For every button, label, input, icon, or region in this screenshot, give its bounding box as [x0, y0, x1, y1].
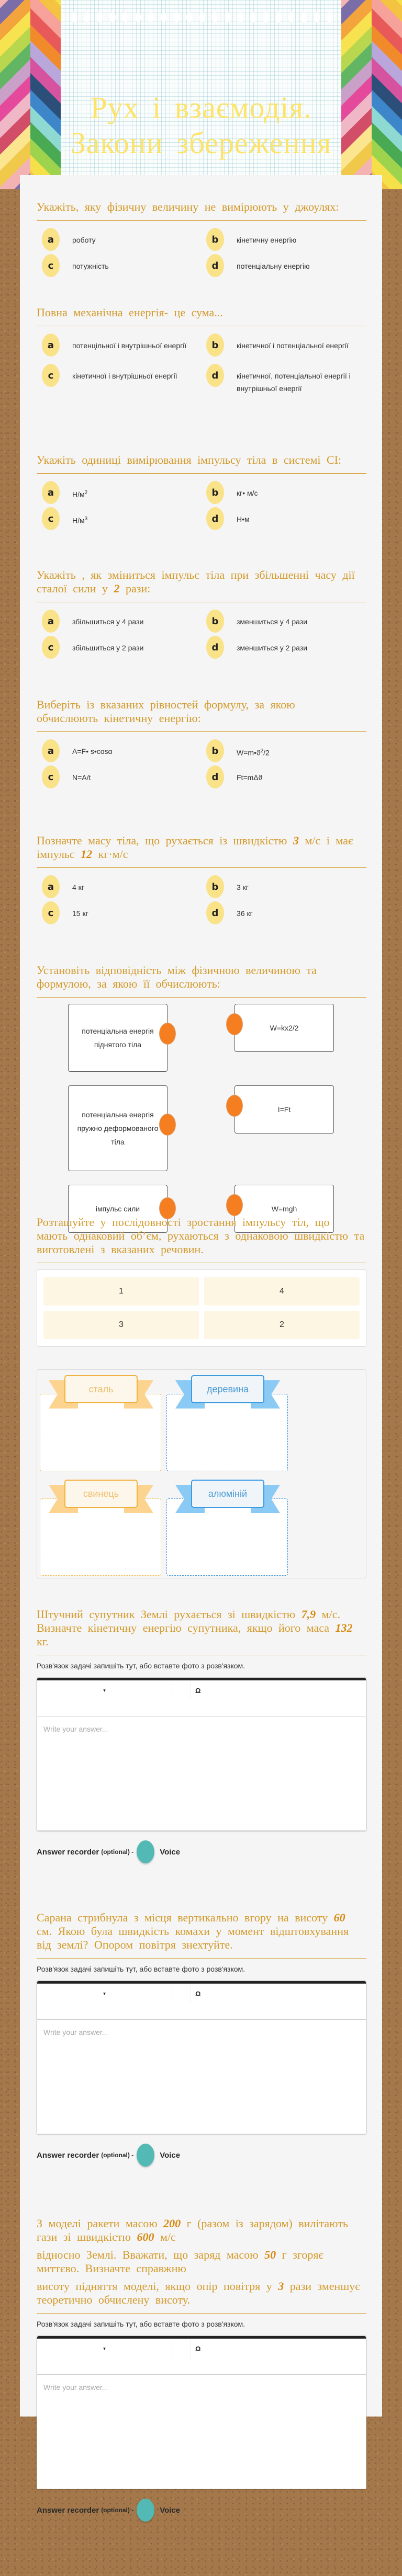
question-title: Укажіть , як зміниться імпульс тіла при збільшенні часу дії сталої сили у 2 рази:: [37, 568, 366, 602]
question-2: [37, 306, 366, 395]
question-title: Установіть відповідність між фізичною величиною та формулою, за якою її обчислюють:: [37, 964, 366, 998]
option-text: потенцільної і внутрішньої енергії: [72, 341, 187, 350]
option-text: 15 кг: [72, 909, 88, 918]
match-left-item[interactable]: потенціальна енергія піднятого тіла: [68, 1004, 168, 1072]
question-5: [37, 698, 366, 788]
options: [37, 481, 366, 530]
option-d[interactable]: [206, 507, 372, 530]
option-letter: a: [42, 334, 60, 357]
option-letter: a: [42, 739, 60, 762]
option-letter: b: [206, 610, 224, 633]
bucket-label-steel: сталь: [49, 1375, 153, 1409]
format-dropdown[interactable]: [37, 2339, 172, 2359]
option-text: Ft=mΔϑ: [237, 773, 263, 782]
instruction-text: Розв'язок задачі запишіть тут, або вставте фото з розв'язком.: [37, 2320, 245, 2328]
match-right-item[interactable]: W=mgh: [234, 1185, 334, 1233]
option-d[interactable]: [206, 636, 372, 659]
chevron-pattern-left: [0, 0, 61, 189]
question-title: Повна механічна енергія- це сума...: [37, 306, 366, 326]
option-b[interactable]: [206, 739, 372, 762]
option-text: N=A/t: [72, 773, 91, 782]
recorder-label: Answer recorder: [37, 1847, 99, 1857]
record-voice-button[interactable]: [137, 1840, 154, 1863]
option-letter: c: [42, 765, 60, 788]
answer-editor: [37, 1980, 366, 2134]
option-letter: d: [206, 901, 224, 924]
record-voice-button[interactable]: [137, 2499, 154, 2522]
option-letter: d: [206, 254, 224, 277]
answer-editor: [37, 2335, 366, 2489]
answer-recorder: [37, 1840, 366, 1863]
option-letter: a: [42, 610, 60, 633]
recorder-optional-note: (optional) -: [101, 2151, 134, 2159]
option-text: 4 кг: [72, 883, 84, 891]
option-letter: c: [42, 254, 60, 277]
option-b[interactable]: [206, 481, 372, 504]
option-a[interactable]: [42, 610, 206, 633]
option-text: кінетичну енергію: [237, 236, 297, 244]
option-c[interactable]: [42, 507, 206, 530]
question-title: Укажіть, яку фізичну величину не вимірюють у джоулях:: [37, 200, 366, 221]
option-d[interactable]: [206, 254, 372, 277]
instruction-text: Розв'язок задачі запишіть тут, або вставте фото з розв'язком.: [37, 1965, 245, 1973]
chevron-down-icon: ▾: [103, 1687, 106, 1693]
toolbar-spacer: [172, 1680, 191, 1700]
option-b[interactable]: [206, 228, 372, 251]
question-1: [37, 200, 366, 277]
question-11-open: [37, 1911, 366, 2167]
title-line-2: Закони збереження: [70, 126, 332, 160]
option-text: зменшиться у 4 рази: [237, 617, 308, 626]
match-connector-dot[interactable]: [159, 1023, 176, 1045]
option-text: $W=m•ϑ^2/2$: [237, 748, 270, 757]
reorder-list: [37, 1269, 366, 1347]
reorder-item[interactable]: 4: [204, 1277, 360, 1306]
option-text: кінетичної і внутрішньої енергії: [72, 372, 177, 380]
option-text: $Н/м^3$: [72, 516, 88, 525]
format-dropdown[interactable]: [37, 1984, 172, 2003]
record-voice-button[interactable]: [137, 2144, 154, 2167]
recorder-optional-note: (optional) -: [101, 1848, 134, 1856]
option-letter: b: [206, 481, 224, 504]
voice-label: Voice: [160, 2505, 181, 2515]
match-left-item[interactable]: потенціальна енергія пружно деформованого тіла: [68, 1085, 168, 1171]
page-title: [61, 90, 341, 161]
option-c[interactable]: [42, 765, 206, 788]
title-line-1: Рух і взаємодія.: [90, 90, 312, 124]
option-letter: a: [42, 481, 60, 504]
option-a[interactable]: [42, 228, 206, 251]
instruction-text: Розв'язок задачі запишіть тут, або вставте фото з розв'язком.: [37, 1662, 245, 1670]
option-letter: b: [206, 739, 224, 762]
special-char-button[interactable]: Ω: [195, 2344, 201, 2353]
option-text: потужність: [72, 262, 109, 270]
option-c[interactable]: [42, 364, 206, 395]
question-10-open: [37, 1608, 366, 1863]
question-title: Укажіть одиниці вимірювання імпульсу тіла в системі СІ:: [37, 453, 366, 474]
option-letter: c: [42, 636, 60, 659]
option-b[interactable]: [206, 610, 372, 633]
answer-input[interactable]: [37, 1716, 366, 1830]
question-12-open: [37, 2217, 366, 2522]
option-letter: a: [42, 228, 60, 251]
option-text: збільшиться у 4 рази: [72, 617, 144, 626]
matching-area: [37, 1004, 366, 1229]
option-d[interactable]: [206, 901, 372, 924]
voice-label: Voice: [160, 1847, 181, 1857]
editor-toolbar: [37, 1981, 366, 2020]
option-letter: d: [206, 507, 224, 530]
chevron-pattern-right: [341, 0, 402, 189]
options: [37, 610, 366, 659]
recorder-optional-note: (optional) -: [101, 2506, 134, 2514]
options: [37, 739, 366, 788]
bucket-label-wood: деревина: [175, 1375, 280, 1409]
question-3: [37, 453, 366, 530]
answer-editor: [37, 1677, 366, 1831]
question-title: Розташуйте у послідовності зростання імпульсу тіл, що мають однаковий об’єм, рухаються з однаковою швидкістю та виготовлені з вказаних речовин.: [37, 1216, 366, 1263]
answer-input[interactable]: [37, 2020, 366, 2134]
answer-recorder: [37, 2144, 366, 2167]
option-text: кінетичної і потенціальної енергії: [237, 341, 349, 350]
option-text: потенціальну енергію: [237, 262, 310, 270]
toolbar-spacer: [172, 2339, 191, 2359]
option-text: 3 кг: [237, 883, 249, 891]
option-letter: b: [206, 334, 224, 357]
match-right-item[interactable]: I=Ft: [234, 1085, 334, 1134]
option-text: $Н/м^2$: [72, 490, 88, 499]
match-connector-dot[interactable]: [226, 1013, 243, 1035]
option-letter: d: [206, 364, 224, 387]
question-6: [37, 834, 366, 924]
bucket-label-lead: свинець: [49, 1480, 153, 1513]
question-title: Позначте масу тіла, що рухається із швидкістю 3 м/с і має імпульс 12 кг·м/с: [37, 834, 366, 868]
chevron-down-icon: ▾: [103, 2345, 106, 2351]
bucket-label-aluminium: алюміній: [175, 1480, 280, 1513]
format-dropdown[interactable]: [37, 1680, 172, 1700]
option-b[interactable]: [206, 334, 372, 357]
question-title: З моделі ракети масою 200 г (разом із зарядом) вилітають гази зі швидкістю 600 м/с відносно Землі. Вважати, що заряд масою 50 г згоряє миттєво. Визначте справжню висоту підняття моделі, якщо опір повітря у 3 рази зменшує теоретично обчислену висоту.: [37, 2217, 366, 2314]
question-8-reorder: [37, 1216, 366, 1347]
option-letter: d: [206, 636, 224, 659]
option-text: 36 кг: [237, 909, 253, 918]
options: [37, 228, 366, 277]
option-text: A=F• s•cosα: [72, 747, 113, 755]
question-title: Виберіть із вказаних рівностей формулу, за якою обчислюють кінетичну енергію:: [37, 698, 366, 732]
question-7-matching: [37, 964, 366, 1229]
chevron-down-icon: ▾: [103, 1990, 106, 1996]
option-text: кг• м/с: [237, 489, 258, 497]
match-left-item[interactable]: імпульс сили: [68, 1185, 168, 1233]
special-char-button[interactable]: Ω: [195, 1686, 201, 1695]
recorder-label: Answer recorder: [37, 2505, 99, 2515]
question-title: Сарана стрибнула з місця вертикально вгору на висоту 60 см. Якою була швидкість комахи у момент відштовхування від землі? Опором повітря знехтуйте.: [37, 1911, 366, 1959]
options: [37, 334, 366, 395]
editor-toolbar: [37, 2336, 366, 2375]
option-letter: c: [42, 364, 60, 387]
answer-input[interactable]: [37, 2375, 366, 2489]
match-connector-dot[interactable]: [159, 1114, 176, 1136]
option-text: роботу: [72, 236, 96, 244]
header-banner: [0, 0, 402, 189]
option-text: збільшиться у 2 рази: [72, 644, 144, 652]
recorder-label: Answer recorder: [37, 2150, 99, 2160]
question-4: [37, 568, 366, 659]
question-title: Штучний супутник Землі рухається зі швидкістю 7,9 м/с. Визначте кінетичну енергію супутника, якщо його маса 132 кг.: [37, 1608, 366, 1655]
options: [37, 875, 366, 924]
option-letter: a: [42, 875, 60, 898]
voice-label: Voice: [160, 2150, 181, 2160]
option-text: Н•м: [237, 515, 250, 523]
answer-recorder: [37, 2499, 366, 2522]
reorder-item[interactable]: 2: [204, 1311, 360, 1339]
option-text: кінетичної, потенціальної енергії і внутрішньої енергії: [237, 372, 351, 393]
option-c[interactable]: [42, 636, 206, 659]
option-d[interactable]: [206, 765, 372, 788]
option-text: зменшиться у 2 рази: [237, 644, 308, 652]
special-char-button[interactable]: Ω: [195, 1989, 201, 1998]
option-a[interactable]: [42, 481, 206, 504]
toolbar-spacer: [172, 1984, 191, 2003]
option-letter: d: [206, 765, 224, 788]
option-c[interactable]: [42, 254, 206, 277]
reorder-item[interactable]: 1: [43, 1277, 199, 1306]
match-connector-dot[interactable]: [226, 1194, 243, 1216]
reorder-item[interactable]: 3: [43, 1311, 199, 1339]
option-letter: c: [42, 507, 60, 530]
option-a[interactable]: [42, 739, 206, 762]
option-letter: c: [42, 901, 60, 924]
option-a[interactable]: [42, 875, 206, 898]
editor-toolbar: [37, 1678, 366, 1716]
option-b[interactable]: [206, 875, 372, 898]
quiz-card: [20, 175, 382, 2515]
match-right-item[interactable]: W=kx2/2: [234, 1004, 334, 1052]
option-d[interactable]: [206, 364, 372, 395]
option-a[interactable]: [42, 334, 206, 357]
option-letter: b: [206, 875, 224, 898]
match-connector-dot[interactable]: [226, 1095, 243, 1117]
option-c[interactable]: [42, 901, 206, 924]
option-letter: b: [206, 228, 224, 251]
categorize-area: [37, 1369, 366, 1578]
